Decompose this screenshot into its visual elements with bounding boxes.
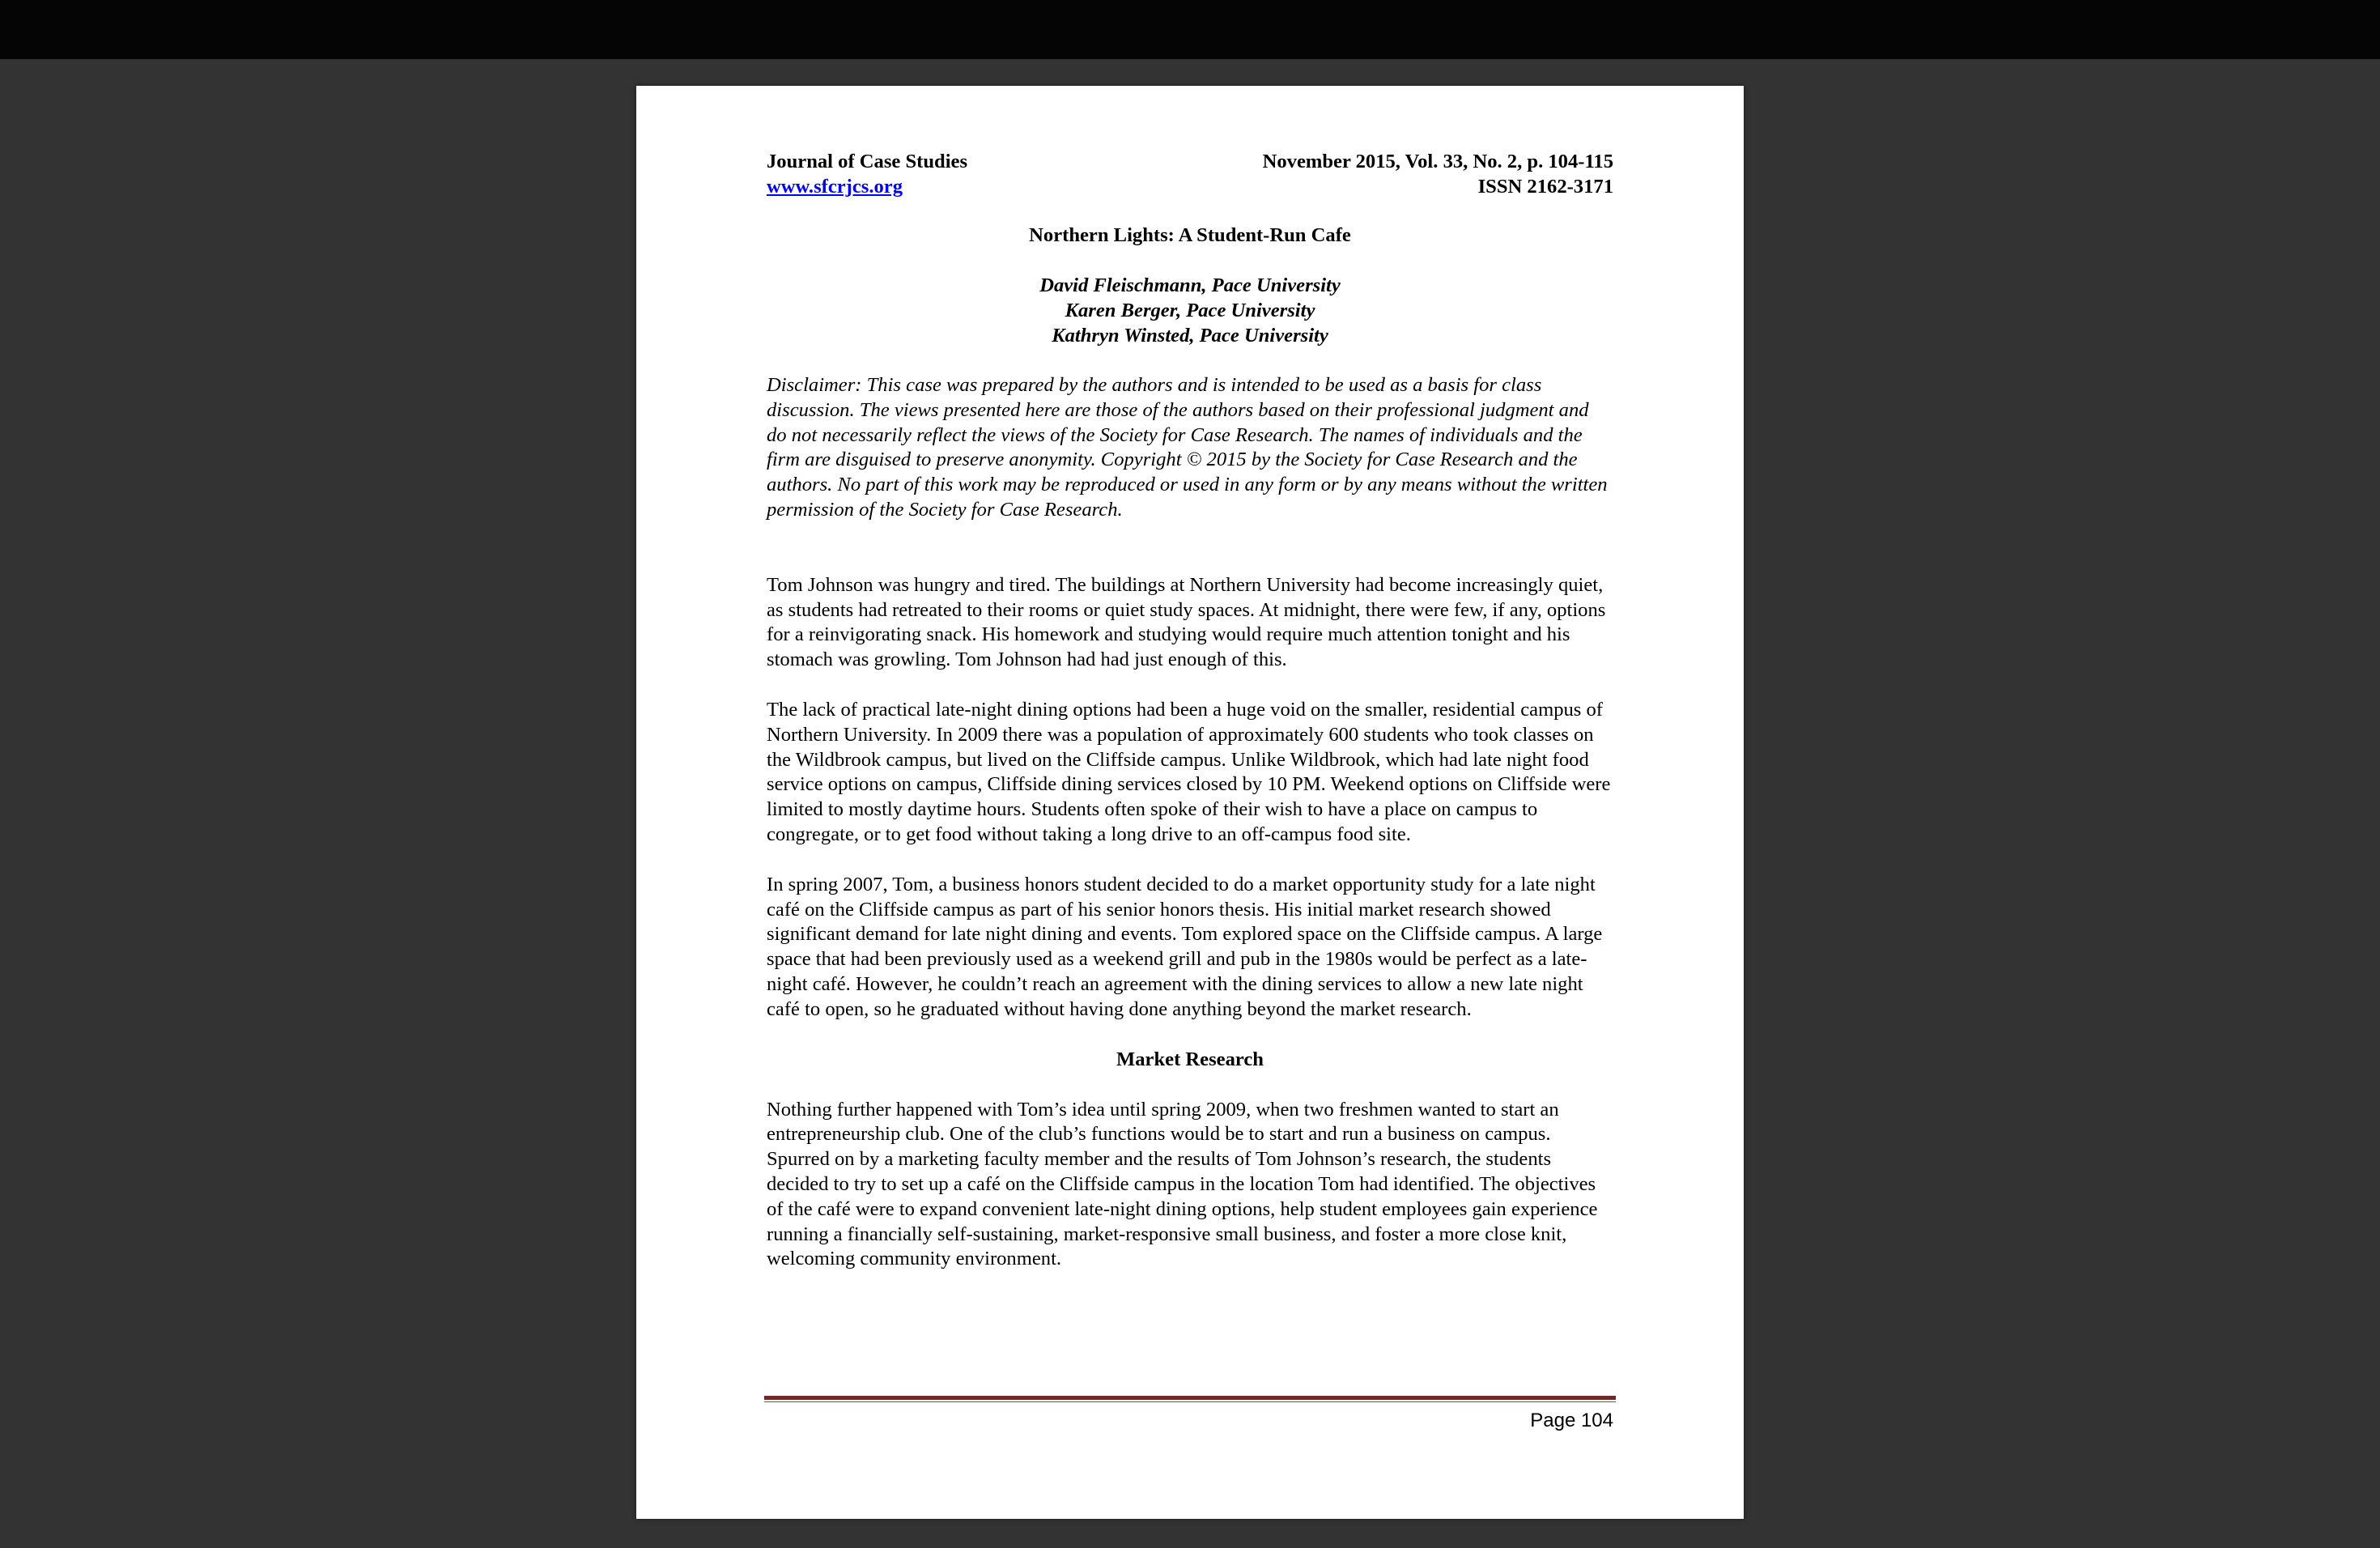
author-line: Kathryn Winsted, Pace University [1052,325,1328,347]
footer-rule-thick [764,1396,1616,1400]
footer-rule-thin [764,1401,1616,1402]
body-paragraph: Tom Johnson was hungry and tired. The buildings at Northern University had become increasingly quiet, as students had retreated to their rooms or quiet study spaces. At midnight, there were few, if any, options for a reinvigorating snack. His homework and studying would require much attention tonight and his stomach was growling. Tom Johnson had had just enough of this. [767,573,1606,671]
author-line: David Fleischmann, Pace University [1039,274,1341,296]
header-row-1 [767,149,1613,174]
footer-rule [764,1396,1616,1402]
issue-info: November 2015, Vol. 33, No. 2, p. 104-115 [1262,151,1613,172]
article-title: Northern Lights: A Student-Run Cafe [1029,224,1351,246]
author-line: Karen Berger, Pace University [1065,300,1315,321]
page-number: Page 104 [1530,1410,1613,1431]
body-paragraph: Nothing further happened with Tom’s idea until spring 2009, when two freshmen wanted to start an entrepreneurship club. One of the club’s functions would be to start and run a business on campus. Spurred on by a marketing faculty member and the results of Tom Johnson’s research, the students decided to try to set up a café on the Cliffside campus in the location Tom had identified. The objectives of the café were to expand convenient late-night dining options, help student employees gain experience running a financially self-sustaining, market-responsive small business, and foster a more close knit, welcoming community environment. [767,1098,1598,1270]
page-content [767,149,1613,1272]
journal-name: Journal of Case Studies [767,151,968,172]
issn: ISSN 2162-3171 [1477,176,1613,198]
section-heading: Market Research [1116,1048,1264,1070]
viewer-top-bar [0,0,2380,59]
author-list [767,274,1613,349]
body-paragraph: In spring 2007, Tom, a business honors student decided to do a market opportunity study for a late night café on the Cliffside campus as part of his senior honors thesis. His initial market research showed significant demand for late night dining and events. Tom explored space on the Cliffside campus. A large space that had been previously used as a weekend grill and pub in the 1980s would be perfect as a late-night café. However, he couldn’t reach an agreement with the dining services to allow a new late night café to open, so he graduated without having done anything beyond the market research. [767,873,1603,1020]
header-row-2 [767,174,1613,199]
document-page [636,86,1744,1519]
disclaimer: Disclaimer: This case was prepared by the authors and is intended to be used as a basis for class discussion. The views presented here are those of the authors based on their professional judgment and do not necessarily reflect the views of the Society for Case Research. The names of individuals and the firm are disguised to preserve anonymity. Copyright © 2015 by the Society for Case Research and the authors. No part of this work may be reproduced or used in any form or by any means without the written permission of the Society for Case Research. [767,374,1608,521]
journal-website-link[interactable]: www.sfcrjcs.org [767,176,903,198]
body-paragraph: The lack of practical late-night dining options had been a huge void on the smaller, residential campus of Northern University. In 2009 there was a population of approximately 600 students who took classes on the Wildbrook campus, but lived on the Cliffside campus. Unlike Wildbrook, which had late night food service options on campus, Cliffside dining services closed by 10 PM. Weekend options on Cliffside were limited to mostly daytime hours. Students often spoke of their wish to have a place on campus to congregate, or to get food without taking a long drive to an off-campus food site. [767,698,1611,845]
